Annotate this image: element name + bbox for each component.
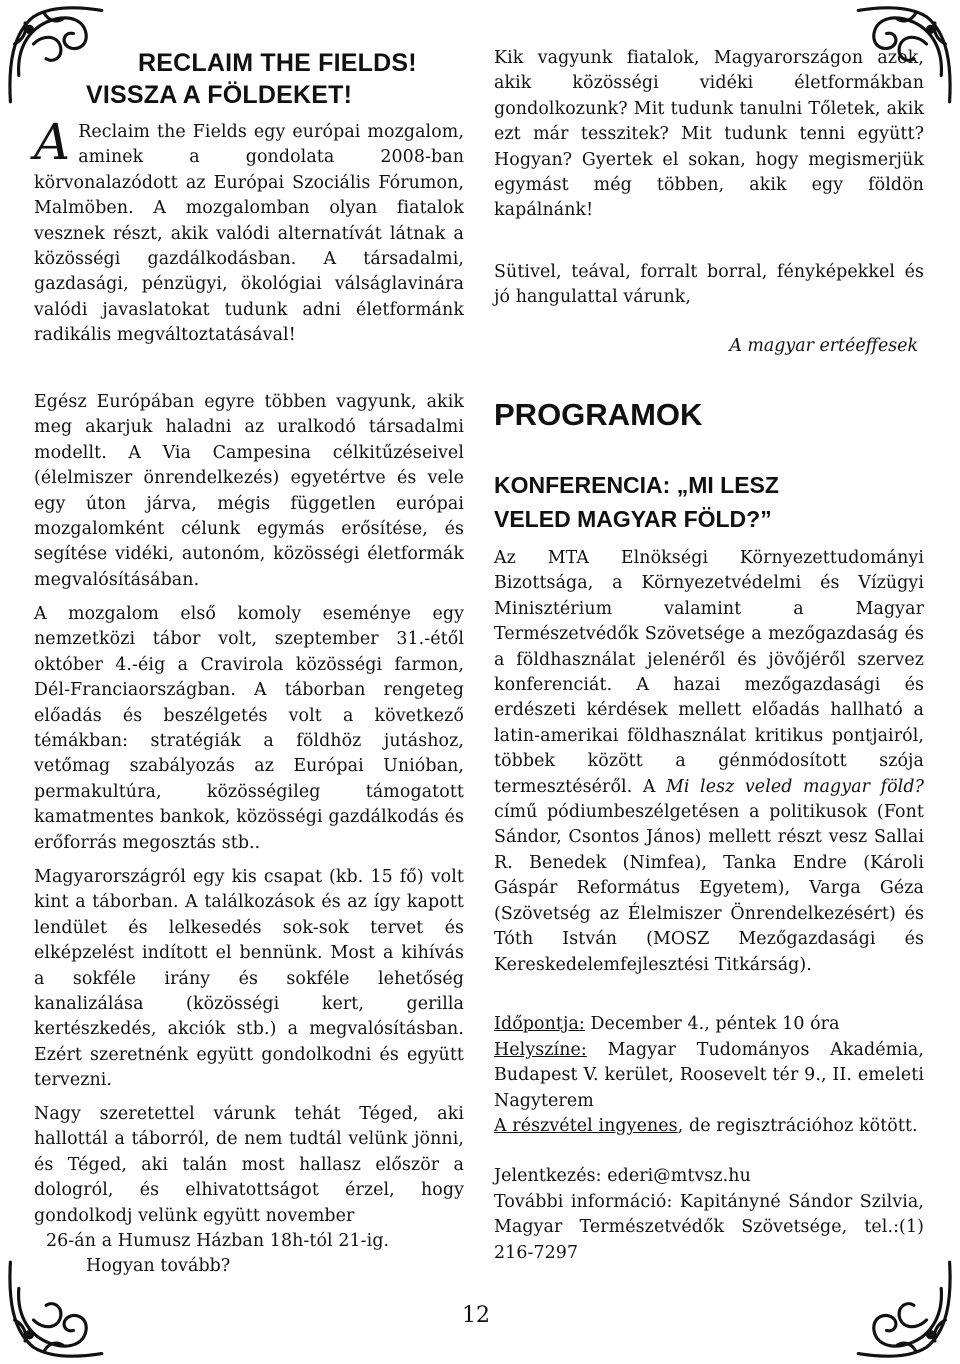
corner-ornament-bottom-right bbox=[853, 1257, 958, 1362]
paragraph-hungary-team: Magyarországról egy kis csapat (kb. 15 fő) volt kint a táborban. A találkozások és az így kapott lendület és lelkesedés sok-sok tervet és elképzelést indított el bennünk. Most a kihívás a sokféle irány és sokféle lehetőség kanalizálása (közösségi kert, gerilla kertészkedés, akciók stb.) a megvalósításban. Ezért szeretnénk együtt gondolkodni és együtt tervezni. bbox=[34, 867, 464, 1091]
invitation-closing-line: Hogyan tovább? bbox=[86, 1256, 231, 1276]
article-title-en: RECLAIM THE FIELDS! bbox=[138, 49, 417, 77]
paragraph-intro: A Reclaim the Fields egy európai mozgalom, aminek a gondolata 2008-ban körvonalazódott az Európai Szociális Fórumon, Malmöben. A mozgalomban olyan fiatalok vesznek részt, akik valódi alternatívát látnak a közösségi gazdálkodásban. A társadalmi, gazdasági, pénzügyi, ökológiai válságlavinára valódi javaslatokat tudunk adni életformánk radikális megváltoztatásával! bbox=[34, 113, 464, 346]
paragraph-first-event: A mozgalom első komoly eseménye egy nemzetközi tábor volt, szeptember 31.-étől október 4.-éig a Cravirola közösségi farmon, Dél-Franciaországban. A táborban rengeteg előadás és beszélgetés volt a következő témákban: stratégiák a földhöz jutáshoz, vetőmag szabályozás az Európai Unióban, permakultúra, közösségileg támogatott kamatmentes bankok, közösségi gazdálkodás és erőforrás megosztás stb.. bbox=[34, 604, 464, 853]
event-time: Időpontja: December 4., péntek 10 óra bbox=[494, 1014, 840, 1034]
section-title-programs: PROGRAMOK bbox=[494, 397, 703, 432]
place-label: Helyszíne: bbox=[494, 1040, 587, 1060]
paragraph-welcome: Sütivel, teával, forralt borral, fényképekkel és jó hangulattal várunk, bbox=[494, 262, 924, 308]
article-title-hu: VISSZA A FÖLDEKET! bbox=[86, 81, 353, 109]
free-label: A részvétel ingyenes bbox=[494, 1116, 678, 1136]
time-label: Időpontja: bbox=[494, 1014, 585, 1034]
registration-email: Jelentkezés: ederi@mtvsz.hu bbox=[494, 1166, 751, 1186]
paragraph-invitation: Nagy szeretettel várunk tehát Téged, aki hallottál a táborról, de nem tudtál velünk jönni, és Téged, aki talán most hallasz először a dologról, és elhivatottságot érzel, hogy gondolkodj velünk együtt november bbox=[34, 1104, 464, 1226]
paragraph-who-are-we: Kik vagyunk fiatalok, Magyarországon azok, akik közösségi vidéki életformákban gondolkozunk? Mit tudunk tanulni Tőletek, akik ezt már tesszitek? Mit tudunk tenni együtt? Hogyan? Gyertek el sokan, hogy megismerjük egymást még többen, akik egy földön kapálnánk! bbox=[494, 48, 924, 221]
drop-cap: A bbox=[34, 113, 71, 171]
paragraph-europe: Egész Európában egyre többen vagyunk, akik meg akarjuk haladni az uralkodó társadalmi modellt. A Via Campesina célkitűzéseivel (élelmiszer önrendelkezés) egyetértve és vele egy úton járva, mégis független európai mozgalomként célunk egymás erősítése, és segítése vidéki, autonóm, közösségi életformák megvalósításában. bbox=[34, 392, 464, 590]
signature: A magyar ertéeffesek bbox=[729, 336, 918, 356]
event-place: Helyszíne: Magyar Tudományos Akadémia, Budapest V. kerület, Roosevelt tér 9., II. emeleti Nagyterem bbox=[494, 1040, 924, 1111]
conference-title-line2: VELED MAGYAR FÖLD?” bbox=[494, 506, 772, 532]
paragraph-conference: Az MTA Elnökségi Környezettudományi Bizottsága, a Környezetvédelmi és Vízügyi Minisztérium valamint a Magyar Természetvédők Szövetsége a mezőgazdaság és a földhasználat jelenéről és jövőjéről szervez konferenciát. A hazai mezőgazdasági és erdészeti kérdések mellett előadás hallható a latin-amerikai földhasználat kritikus pontjairól, többek között a génmódosított szója termesztéséről. A Mi lesz veled magyar föld? című pódiumbeszélgetésen a politikusok (Font Sándor, Csontos János) mellett részt vesz Sallai R. Benedek (Nimfea), Tanka Endre (Károli Gáspár Református Egyetem), Varga Géza (Szövetség az Élelmiszer Önrendelkezésért) és Tóth István (MOSZ Mezőgazdasági és Kereskedelemfejlesztési Titkárság). bbox=[494, 548, 924, 975]
contact-info: További információ: Kapitányné Sándor Szilvia, Magyar Természetvédők Szövetsége, tel.:(1) 216-7297 bbox=[494, 1192, 924, 1263]
participation-note: A részvétel ingyenes, de regisztrációhoz kötött. bbox=[494, 1116, 918, 1136]
conference-title-line1: KONFERENCIA: „MI LESZ bbox=[494, 472, 779, 498]
page-number: 12 bbox=[462, 1303, 490, 1328]
invitation-date-line: 26-án a Humusz Házban 18h-tól 21-ig. bbox=[46, 1231, 390, 1251]
podium-title: Mi lesz veled magyar föld? bbox=[665, 776, 924, 797]
